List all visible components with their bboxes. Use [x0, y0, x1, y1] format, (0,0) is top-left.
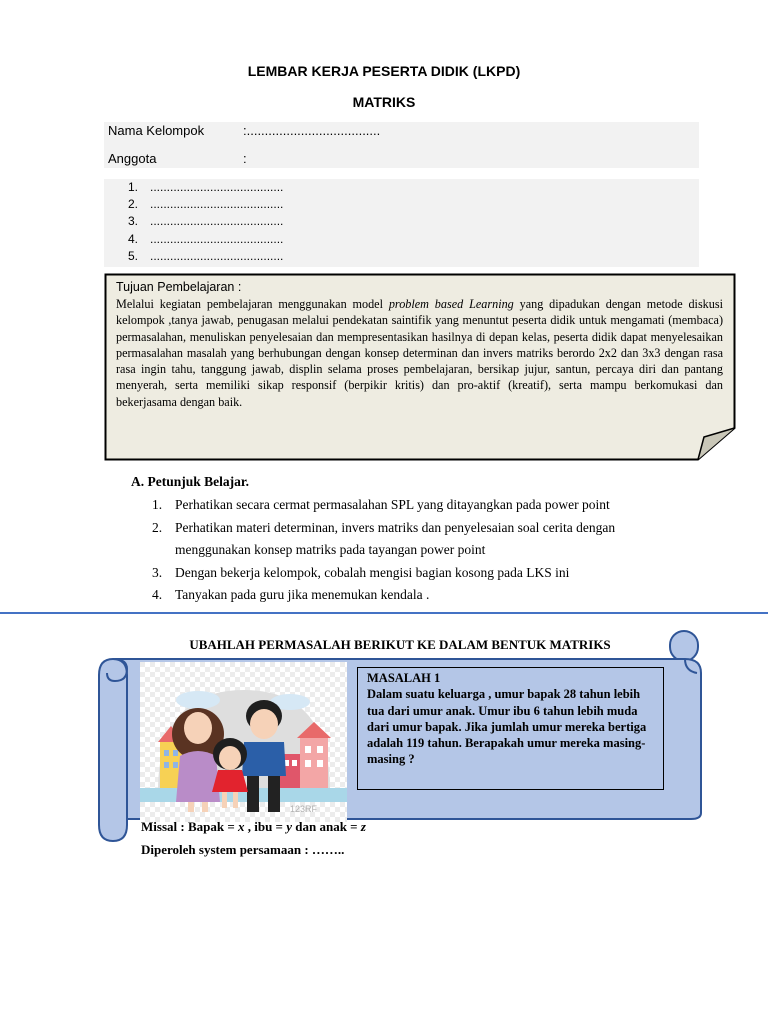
- member-row[interactable]: 3. ........................................: [128, 214, 284, 228]
- group-name-field[interactable]: :.....................................: [243, 123, 381, 138]
- petunjuk-item: 4. Tanyakan pada guru jika menemukan kendala .: [152, 587, 430, 602]
- member-row[interactable]: 4. ........................................: [128, 232, 284, 246]
- masalah-text: Dalam suatu keluarga , umur bapak 28 tahun lebih tua dari umur anak. Umur ibu 6 tahun lebih muda dari umur bapak. Jika jumlah umur mereka bertiga adalah 119 tahun. Berapakah umur mereka masing-masing ?: [367, 687, 647, 767]
- group-name-label: Nama Kelompok: [108, 123, 205, 138]
- svg-text:123RF: 123RF: [290, 804, 318, 814]
- sistem-persamaan-line[interactable]: Diperoleh system persamaan : ……..: [141, 842, 345, 857]
- member-row[interactable]: 5. ........................................: [128, 249, 284, 263]
- tujuan-body: Melalui kegiatan pembelajaran menggunakan model problem based Learning yang dipadukan dengan metode diskusi kelompok ,tanya jawab, penugasan melalui pendekatan saintifik yang menuntut peserta didik untuk mengamati (membaca) permasalahan, menuliskan penyelesaian dan mempresentasikan hasilnya di depan kelas, peserta didik dapat menyelesaikan permasalahan masalah yang berhubungan dengan konsep determinan dan invers matriks berordo 2x2 dan 3x3 dengan rasa rasa ingin tahu, tanggung jawab, displin selama proses pembelajaran, bersikap jujur, santun, percaya diri dan pantang menyerah, serta memiliki sikap responsif (berpikir kritis) dan pro-aktif (kreatif), serta mampu berkomukasi dan bekerjasama dengan baik.: [116, 297, 723, 409]
- petunjuk-heading: A. Petunjuk Belajar.: [131, 474, 250, 489]
- members-colon: :: [243, 151, 247, 166]
- member-row[interactable]: 1. ........................................: [128, 180, 284, 194]
- masalah-content: [367, 670, 659, 768]
- missal-line: Missal : Bapak = x , ibu = y dan anak = z: [141, 819, 366, 834]
- page-title: LEMBAR KERJA PESERTA DIDIK (LKPD): [247, 63, 521, 79]
- petunjuk-item: 2. Perhatikan materi determinan, invers matriks dan penyelesaian soal cerita dengan: [152, 520, 616, 535]
- tujuan-heading: Tujuan Pembelajaran :: [116, 280, 242, 294]
- member-row[interactable]: 2. ........................................: [128, 197, 284, 211]
- masalah-title: MASALAH 1: [367, 671, 441, 685]
- petunjuk-item: 1. Perhatikan secara cermat permasalahan SPL yang ditayangkan pada power point: [152, 497, 610, 512]
- section-divider: [0, 612, 768, 614]
- members-label: Anggota: [108, 151, 157, 166]
- petunjuk-item: 3. Dengan bekerja kelompok, cobalah mengisi bagian kosong pada LKS ini: [152, 565, 570, 580]
- petunjuk-item: menggunakan konsep matriks pada tayangan power point: [175, 542, 486, 557]
- problem-banner: UBAHLAH PERMASALAH BERIKUT KE DALAM BENTUK MATRIKS: [189, 637, 611, 652]
- page-subtitle: MATRIKS: [352, 94, 416, 110]
- family-illustration: [140, 662, 347, 822]
